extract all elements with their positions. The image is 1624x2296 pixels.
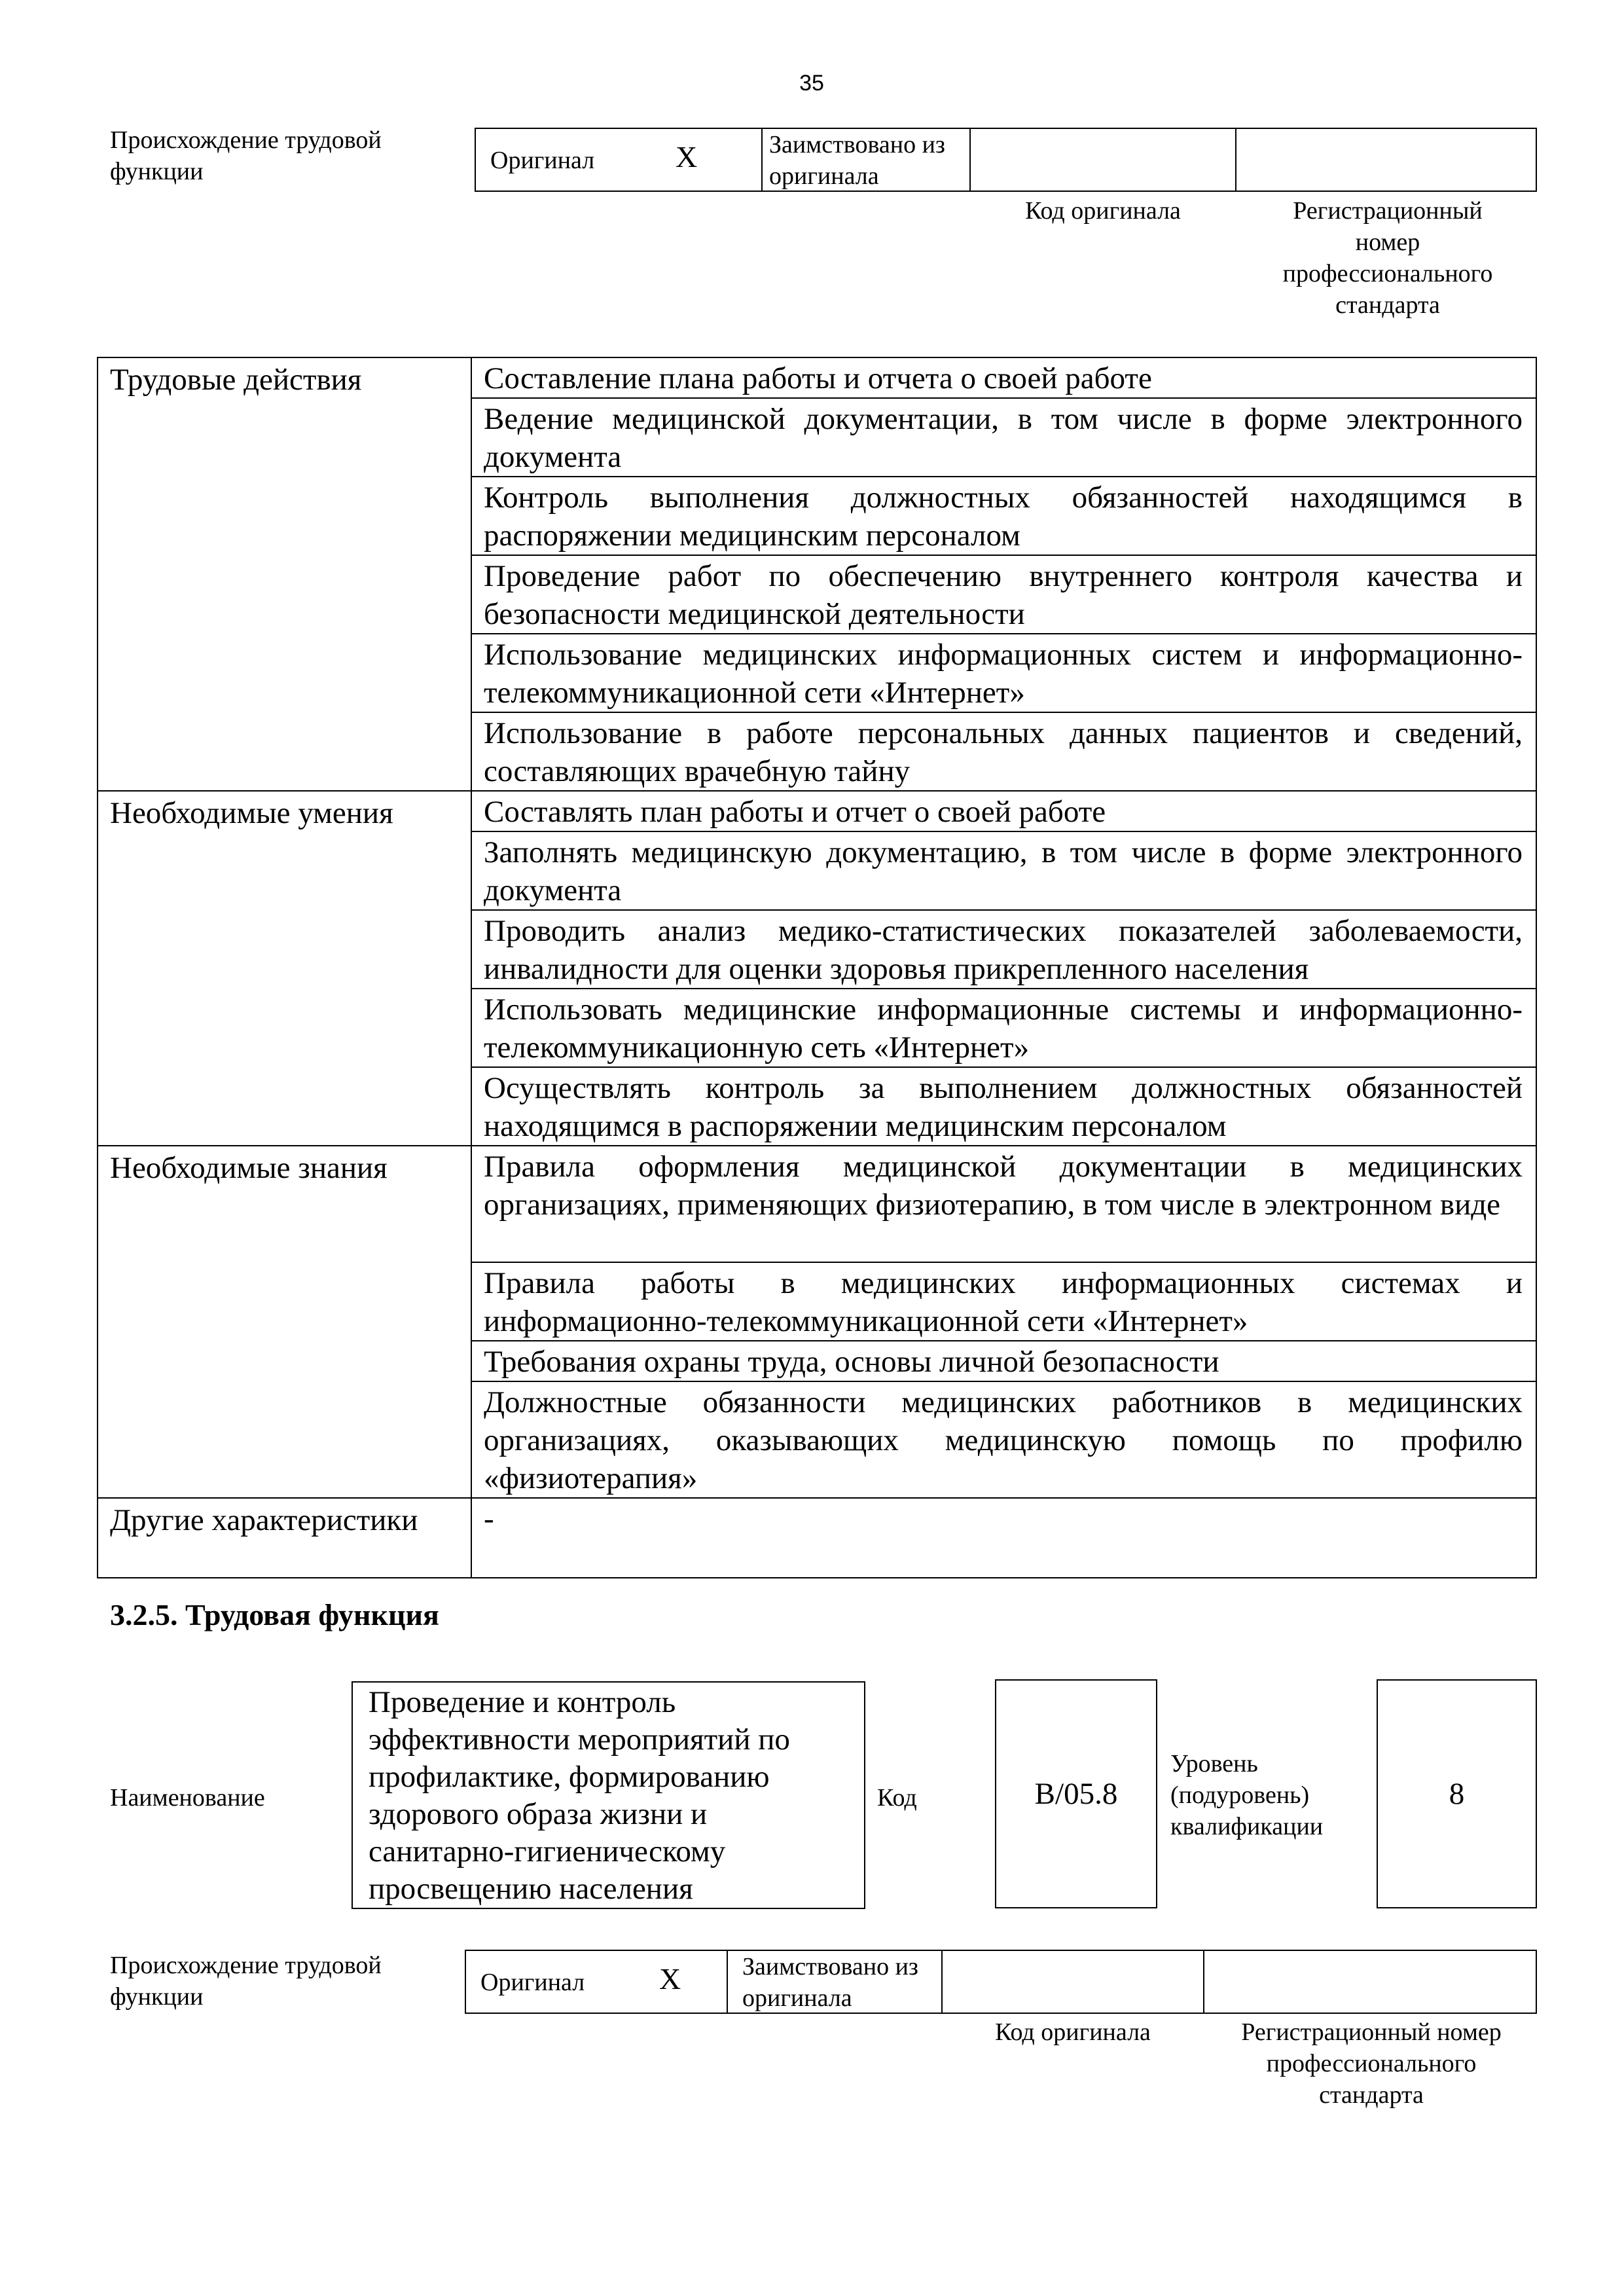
table-row: Должностные обязанности медицинских работников в медицинских организациях, оказывающих медицинскую помощь по профилю «физиотерапия» xyxy=(471,1381,1536,1498)
origin-label-top: Происхождение трудовой функции xyxy=(110,126,382,185)
origin-label-bottom: Происхождение трудовой функции xyxy=(110,1952,382,2011)
code-original-caption-bottom: Код оригинала xyxy=(995,2018,1151,2046)
function-name: Проведение и контроль эффективности мероприятий по профилактике, формированию здорового образа жизни и санитарно-гигиеническому просвещению населения xyxy=(369,1685,790,1906)
code-label: Код xyxy=(877,1784,917,1812)
origin-original-cell-top xyxy=(475,128,763,192)
reg-number-caption-top: Регистрационный номер профессионального стандарта xyxy=(1282,197,1493,319)
borrowed-label-top: Заимствовано из оригинала xyxy=(769,131,945,190)
origin-code-cell-bottom xyxy=(941,1950,1204,2014)
borrowed-label-bottom: Заимствовано из оригинала xyxy=(742,1953,918,2012)
origin-borrowed-cell-bottom xyxy=(727,1950,943,2014)
section-title: 3.2.5. Трудовая функция xyxy=(110,1598,439,1631)
page-number: 35 xyxy=(799,71,824,96)
function-level-box xyxy=(1377,1679,1537,1908)
origin-borrowed-cell-top xyxy=(761,128,971,192)
origin-original-cell-bottom xyxy=(465,1950,728,2014)
code-original-caption-top: Код оригинала xyxy=(1025,197,1181,225)
table-row: Ведение медицинской документации, в том числе в форме электронного документа xyxy=(471,398,1536,477)
section-label-other: Другие характеристики xyxy=(98,1498,471,1578)
original-label-top: Оригинал xyxy=(490,147,595,174)
original-mark-bottom: X xyxy=(659,1962,681,1995)
original-mark-top: X xyxy=(676,140,698,173)
function-level: 8 xyxy=(1449,1777,1465,1811)
table-row: Контроль выполнения должностных обязанностей находящимся в распоряжении медицинским персоналом xyxy=(471,477,1536,555)
table-row: - xyxy=(471,1498,1536,1578)
function-name-box xyxy=(352,1681,865,1909)
level-label: Уровень (подуровень) квалификации xyxy=(1170,1750,1324,1840)
table-row: Использование медицинских информационных систем и информационно-телекоммуникационной сети «Интернет» xyxy=(471,634,1536,712)
table-row: Использовать медицинские информационные системы и информационно-телекоммуникационную сеть «Интернет» xyxy=(471,989,1536,1067)
table-row: Проводить анализ медико-статистических показателей заболеваемости, инвалидности для оценки здоровья прикрепленного населения xyxy=(471,910,1536,989)
table-row: Заполнять медицинскую документацию, в том числе в форме электронного документа xyxy=(471,831,1536,910)
section-label-skills: Необходимые умения xyxy=(98,791,471,1146)
table-row: Составлять план работы и отчет о своей работе xyxy=(471,791,1536,831)
function-code-box xyxy=(995,1679,1157,1908)
labor-function-table xyxy=(97,357,1537,1578)
reg-number-caption-bottom: Регистрационный номер профессионального стандарта xyxy=(1241,2018,1502,2109)
table-row: Проведение работ по обеспечению внутреннего контроля качества и безопасности медицинской деятельности xyxy=(471,555,1536,634)
origin-reg-cell-top xyxy=(1235,128,1537,192)
origin-reg-cell-bottom xyxy=(1203,1950,1537,2014)
section-label-actions: Трудовые действия xyxy=(98,357,471,791)
function-code: B/05.8 xyxy=(1034,1777,1118,1811)
table-row: Использование в работе персональных данных пациентов и сведений, составляющих врачебную тайну xyxy=(471,712,1536,791)
table-row: Осуществлять контроль за выполнением должностных обязанностей находящимся в распоряжении медицинским персоналом xyxy=(471,1067,1536,1146)
name-label: Наименование xyxy=(110,1784,265,1812)
table-row: Составление плана работы и отчета о своей работе xyxy=(471,357,1536,398)
table-row: Правила работы в медицинских информационных системах и информационно-телекоммуникационной сети «Интернет» xyxy=(471,1262,1536,1341)
table-row: Требования охраны труда, основы личной безопасности xyxy=(471,1341,1536,1381)
table-row: Правила оформления медицинской документации в медицинских организациях, применяющих физиотерапию, в том числе в электронном виде xyxy=(471,1146,1536,1262)
original-label-bottom: Оригинал xyxy=(480,1969,585,1996)
origin-code-cell-top xyxy=(969,128,1236,192)
section-label-knowledge: Необходимые знания xyxy=(98,1146,471,1498)
